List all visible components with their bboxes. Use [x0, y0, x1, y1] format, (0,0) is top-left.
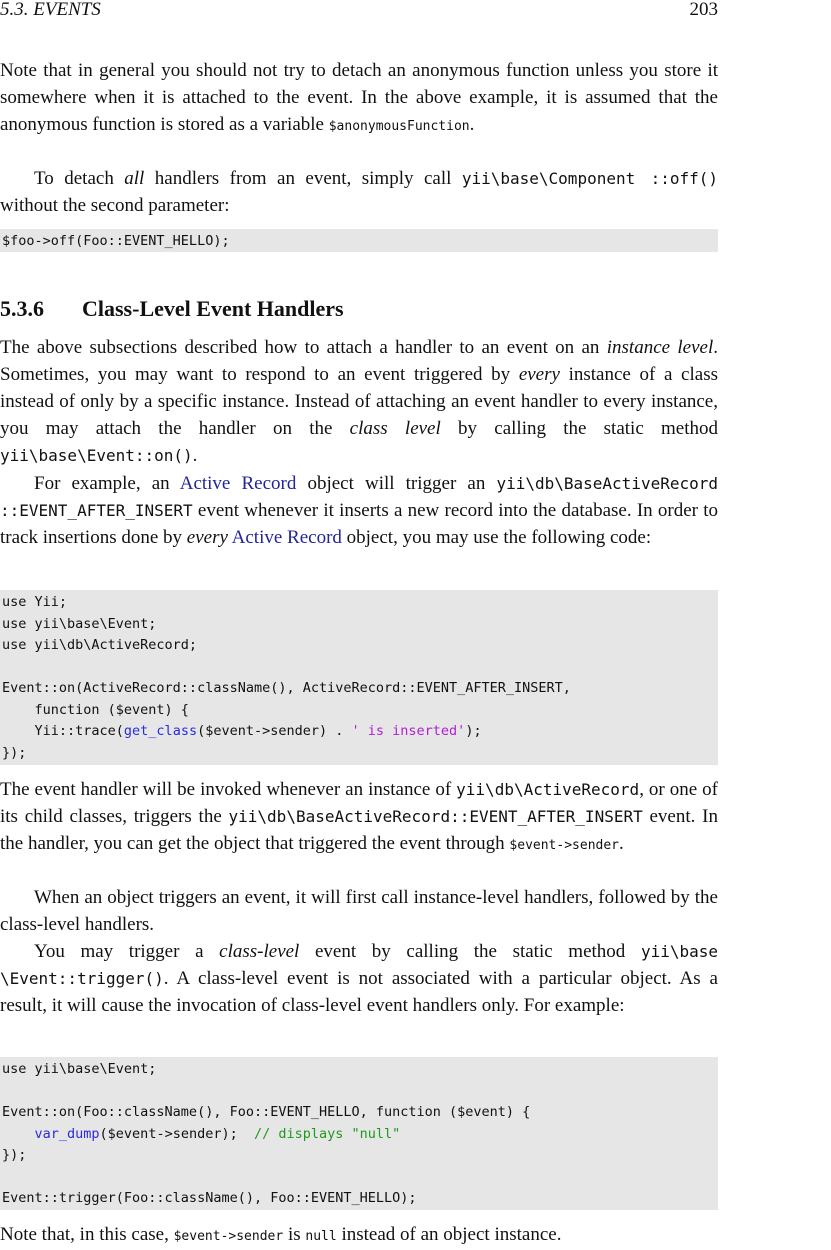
- text: event. In the handler, you can get the object that triggered the event through: [0, 806, 718, 854]
- code-line: function ($event) {: [2, 701, 189, 718]
- code-line: use yii\base\Event;: [2, 1061, 157, 1077]
- code-line: [2, 721, 718, 743]
- code-line: });: [2, 744, 27, 761]
- code-line: [2, 1124, 718, 1146]
- code-block-off: [0, 229, 718, 252]
- page-number: 203: [689, 0, 718, 20]
- text: event by calling the static method: [299, 941, 641, 962]
- inline-code: $anonymousFunction: [328, 119, 470, 134]
- code-indent: [2, 1126, 35, 1142]
- code-line: });: [2, 1147, 27, 1163]
- text: .: [469, 114, 475, 135]
- inline-code: yii\db\BaseActiveRecord ::EVENT_AFTER_INSERT: [0, 474, 719, 520]
- text: Note that in general you should not try to detach an anonymous function unless you store it somewhere when it is attached to the event. In the above example, it is assumed that the anonymous function is stored as a variable: [0, 60, 718, 135]
- text: .: [619, 833, 624, 854]
- code-line-blank: [2, 1081, 718, 1103]
- section-heading: [0, 295, 718, 323]
- section-number: 5.3.6: [0, 296, 44, 321]
- code-line: Event::on(Foo::className(), Foo::EVENT_HELLO, function ($event) {: [2, 1104, 531, 1120]
- text: To detach: [34, 168, 125, 189]
- text: event whenever it inserts a new record into the database. In order to track insertions done by: [0, 500, 718, 548]
- inline-code: yii\base\Component ::off(): [461, 169, 719, 188]
- text: is: [283, 1224, 306, 1245]
- inline-code: $event->sender: [173, 1229, 284, 1244]
- text: The event handler will be invoked whenever an instance of: [0, 779, 457, 800]
- text: instead of an object instance.: [336, 1224, 562, 1245]
- text: For example, an: [34, 473, 180, 494]
- code-block-class-level-handler: [0, 590, 718, 765]
- text: instance of a class instead of only by a specific instance. Instead of attaching an event handler to every instance, you may attach the handler on the: [0, 364, 718, 439]
- code-function: get_class: [123, 723, 198, 739]
- paragraph-handler-invoked: [0, 776, 718, 859]
- code-line: use yii\base\Event;: [2, 615, 157, 632]
- running-head-section: 5.3. EVENTS: [0, 0, 101, 20]
- text: . A class-level event is not associated with a particular object. As a result, it will cause the invocation of class-level event handlers only. For example:: [0, 968, 718, 1016]
- text: The above subsections described how to attach a handler to an event on an: [0, 337, 607, 358]
- code-line: Event::trigger(Foo::className(), Foo::EVENT_HELLO);: [2, 1190, 417, 1206]
- text: , or one of its child classes, triggers the: [0, 779, 719, 827]
- paragraph-null-sender: [0, 1221, 718, 1250]
- section-title: Class-Level Event Handlers: [82, 296, 344, 321]
- text: without the second parameter:: [0, 195, 230, 216]
- text: handlers from an event, simply call: [144, 168, 462, 189]
- code-line: Event::on(ActiveRecord::className(), ActiveRecord::EVENT_AFTER_INSERT,: [2, 680, 571, 696]
- emphasis: class level: [349, 418, 441, 439]
- inline-code: $event->sender: [509, 838, 619, 853]
- text: Note that, in this case,: [0, 1224, 174, 1245]
- code-line: $foo->off(Foo::EVENT_HELLO);: [2, 233, 230, 249]
- inline-code: yii\db\BaseActiveRecord::EVENT_AFTER_INSERT: [228, 807, 643, 826]
- active-record-link[interactable]: Active Record: [231, 527, 342, 548]
- text: . Sometimes, you may want to respond to an event triggered by: [0, 337, 718, 385]
- emphasis: class-level: [219, 941, 300, 962]
- code-line: use Yii;: [2, 594, 68, 610]
- code-text: ($event->sender);: [99, 1125, 254, 1142]
- code-comment: // displays "null": [253, 1125, 401, 1142]
- text: .: [192, 445, 198, 466]
- code-text: );: [465, 723, 482, 739]
- code-line: use yii\db\ActiveRecord;: [2, 637, 198, 653]
- paragraph-class-level-trigger: [0, 938, 718, 1019]
- code-function: var_dump: [34, 1125, 100, 1142]
- paragraph-handler-order: [0, 884, 718, 938]
- code-block-trigger: [0, 1057, 718, 1210]
- emphasis: instance level: [606, 337, 714, 358]
- text: object will trigger an: [296, 473, 497, 494]
- code-text: ($event->sender) .: [197, 723, 352, 739]
- code-string: ' is inserted': [351, 723, 466, 739]
- paragraph-detach-anonymous: [0, 57, 718, 140]
- inline-code: yii\base \Event::trigger(): [0, 942, 718, 988]
- emphasis: all: [124, 168, 145, 189]
- code-line-blank: [2, 657, 718, 679]
- inline-code: yii\db\ActiveRecord: [456, 780, 640, 799]
- code-line-blank: [2, 1167, 718, 1189]
- emphasis: every: [518, 364, 560, 385]
- text: When an object triggers an event, it will first call instance-level handlers, followed by the class-level handlers.: [0, 887, 718, 935]
- code-text: Yii::trace(: [2, 723, 124, 739]
- running-head: [0, 0, 718, 22]
- paragraph-detach-all: [0, 165, 718, 219]
- emphasis: every: [186, 527, 228, 548]
- text: You may trigger a: [34, 941, 220, 962]
- inline-code: yii\base\Event::on(): [0, 446, 193, 465]
- text: by calling the static method: [440, 418, 718, 439]
- paragraph-active-record-example: [0, 470, 718, 551]
- text: object, you may use the following code:: [341, 527, 652, 548]
- paragraph-class-level: [0, 334, 718, 469]
- active-record-link[interactable]: Active Record: [179, 473, 297, 494]
- inline-code: null: [305, 1229, 337, 1244]
